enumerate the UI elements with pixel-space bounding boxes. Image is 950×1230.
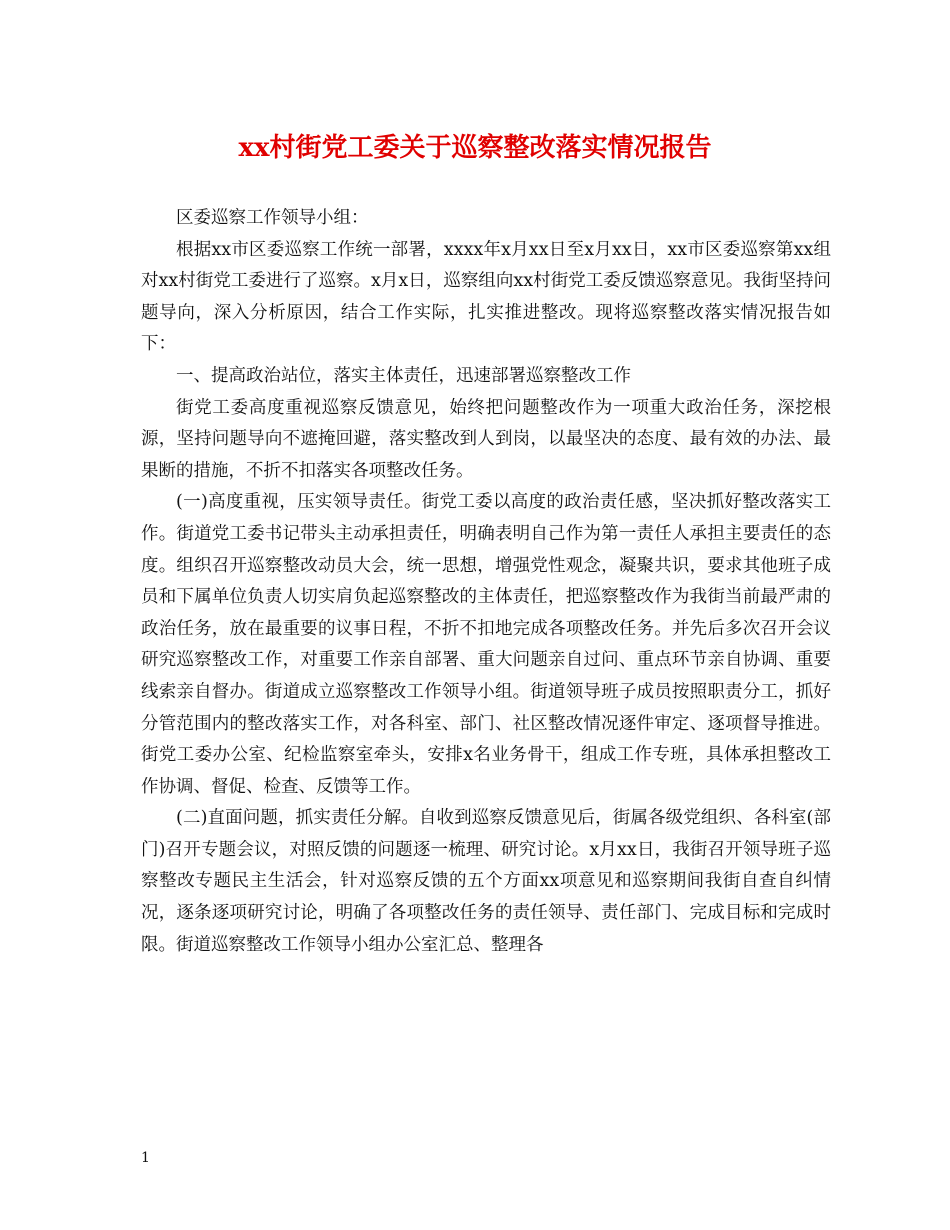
paragraph-intro: 根据xx市区委巡察工作统一部署，xxxx年x月xx日至x月xx日，xx市区委巡察第xx组对xx村街党工委进行了巡察。x月x日，巡察组向xx村街党工委反馈巡察意见。我街坚持问题导向，深入分析原因，结合工作实际，扎实推进整改。现将巡察整改落实情况报告如下： (141, 239, 831, 355)
paragraph-section-1: 街党工委高度重视巡察反馈意见，始终把问题整改作为一项重大政治任务，深挖根源，坚持问题导向不遮掩回避，落实整改到人到岗，以最坚决的态度、最有效的办法、最果断的措施，不折不扣落实各项整改任务。 (141, 397, 831, 481)
paragraph-subsection-1: (一)高度重视，压实领导责任。街党工委以高度的政治责任感，坚决抓好整改落实工作。街道党工委书记带头主动承担责任，明确表明自己作为第一责任人承担主要责任的态度。组织召开巡察整改动员大会，统一思想，增强党性观念，凝聚共识，要求其他班子成员和下属单位负责人切实肩负起巡察整改的主体责任，把巡察整改作为我街当前最严肃的政治任务，放在最重要的议事日程，不折不扣地完成各项整改任务。并先后多次召开会议研究巡察整改工作，对重要工作亲自部署、重大问题亲自过问、重点环节亲自协调、重要线索亲自督办。街道成立巡察整改工作领导小组。街道领导班子成员按照职责分工，抓好分管范围内的整改落实工作，对各科室、部门、社区整改情况逐件审定、逐项督导推进。街党工委办公室、纪检监察室牵头，安排x名业务骨干，组成工作专班，具体承担整改工作协调、督促、检查、反馈等工作。 (141, 492, 831, 797)
salutation: 区委巡察工作领导小组： (176, 208, 369, 228)
section-heading-1: 一、提高政治站位，落实主体责任，迅速部署巡察整改工作 (176, 365, 631, 386)
document-body (141, 203, 831, 961)
page-number: 1 (141, 1150, 150, 1166)
paragraph-subsection-2: (二)直面问题，抓实责任分解。自收到巡察反馈意见后，街属各级党组织、各科室(部门)召开专题会议，对照反馈的问题逐一梳理、研究讨论。x月xx日，我街召开领导班子巡察整改专题民主生活会，针对巡察反馈的五个方面xx项意见和巡察期间我街自查自纠情况，逐条逐项研究讨论，明确了各项整改任务的责任领导、责任部门、完成目标和完成时限。街道巡察整改工作领导小组办公室汇总、整理各 (141, 808, 831, 955)
document-title: xx村街党工委关于巡察整改落实情况报告 (238, 133, 712, 163)
